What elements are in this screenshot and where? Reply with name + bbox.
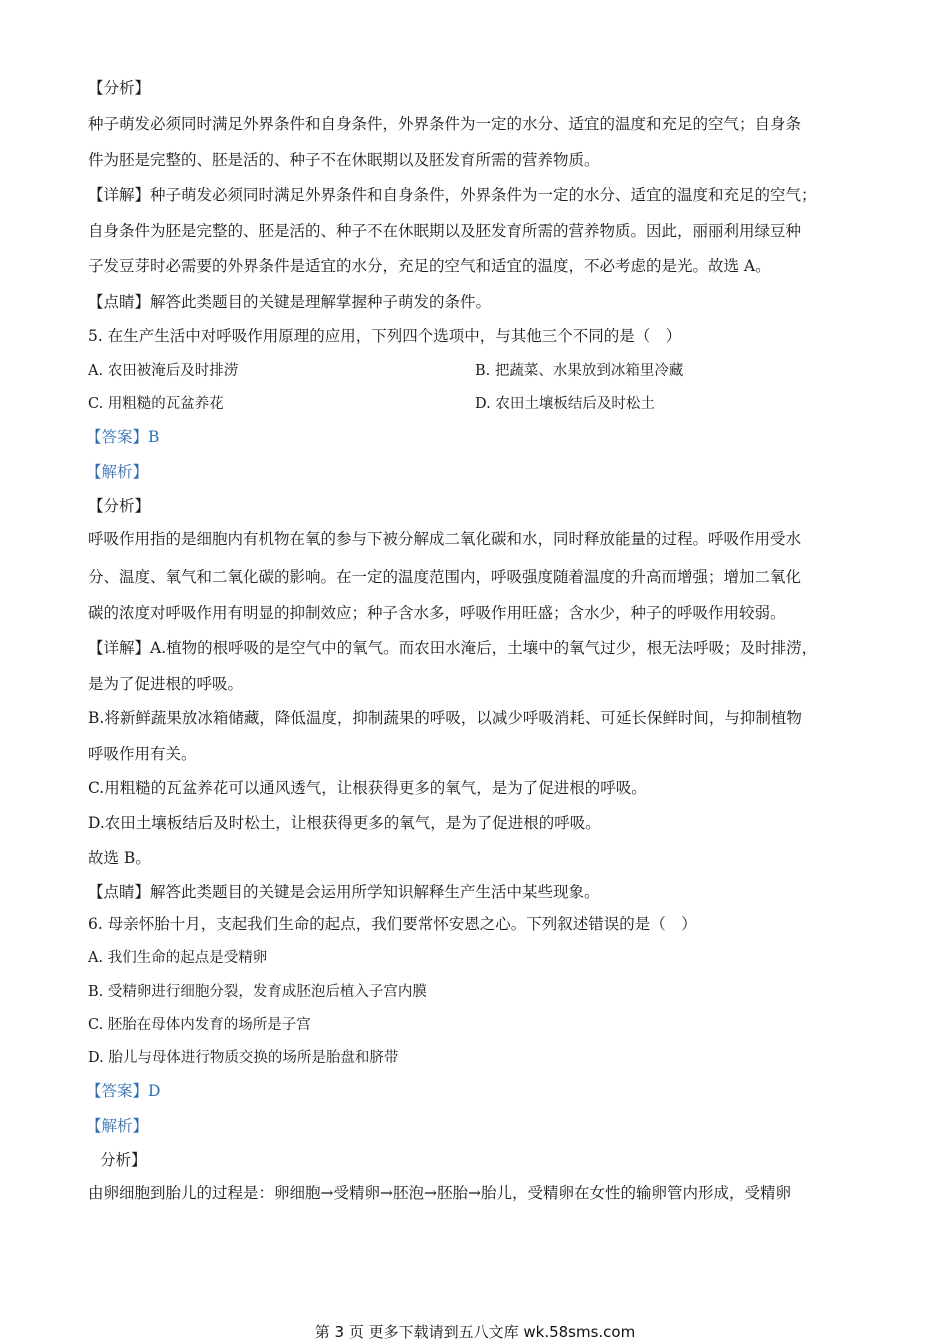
q5-detail-line-1: 【详解】A.植物的根呼吸的是空气中的氧气。而农田水淹后，土壤中的氧气过少，根无法呼吸；及时排涝，	[88, 639, 818, 657]
detail-text-line-1: 【详解】种子萌发必须同时满足外界条件和自身条件，外界条件为一定的水分、适宜的温度和充足的空气；	[88, 186, 817, 204]
question-6: 6. 母亲怀胎十月，支起我们生命的起点，我们要常怀安恩之心。下列叙述错误的是（ ）	[88, 915, 697, 933]
detail-text-line-2: 自身条件为胚是完整的、胚是活的、种子不在休眠期以及胚发育所需的营养物质。因此，丽丽利用绿豆种	[88, 222, 802, 240]
q5-answer: 【答案】B	[86, 428, 160, 446]
q5-choice: 故选 B。	[88, 849, 151, 867]
analysis-heading: 【分析】	[88, 79, 151, 97]
q6-option-b: B. 受精卵进行细胞分裂，发育成胚泡后植入子宫内膜	[88, 984, 427, 1000]
analysis-text-line-1: 种子萌发必须同时满足外界条件和自身条件，外界条件为一定的水分、适宜的温度和充足的空气；自身条	[88, 115, 802, 133]
q6-option-d: D. 胎儿与母体进行物质交换的场所是胎盘和脐带	[88, 1050, 399, 1066]
q6-analysis-line-1: 由卵细胞到胎儿的过程是：卵细胞→受精卵→胚泡→胚胎→胎儿，受精卵在女性的输卵管内形成，受精卵	[88, 1184, 791, 1202]
q5-detail-line-6: D.农田土壤板结后及时松土，让根获得更多的氧气，是为了促进根的呼吸。	[88, 814, 601, 832]
q5-analysis-heading: 【分析】	[88, 497, 151, 515]
page-footer: 第 3 页 更多下载请到五八文库 wk.58sms.com	[314, 1323, 636, 1341]
q5-analysis-line-3: 碳的浓度对呼吸作用有明显的抑制效应；种子含水多，呼吸作用旺盛；含水少，种子的呼吸作用较弱。	[88, 604, 786, 622]
comment-text: 【点睛】解答此类题目的关键是理解掌握种子萌发的条件。	[88, 293, 492, 311]
q5-comment: 【点睛】解答此类题目的关键是会运用所学知识解释生产生活中某些现象。	[88, 883, 600, 901]
q5-option-d: D. 农田土壤板结后及时松土	[475, 396, 655, 412]
analysis-text-line-2: 件为胚是完整的、胚是活的、种子不在休眠期以及胚发育所需的营养物质。	[88, 151, 600, 169]
q5-detail-line-4: 呼吸作用有关。	[88, 745, 197, 763]
q6-option-c: C. 胚胎在母体内发育的场所是子宫	[88, 1017, 311, 1033]
q5-detail-line-5: C.用粗糙的瓦盆养花可以通风透气，让根获得更多的氧气，是为了促进根的呼吸。	[88, 779, 647, 797]
q5-explanation-heading: 【解析】	[86, 463, 149, 481]
q5-detail-line-2: 是为了促进根的呼吸。	[88, 675, 244, 693]
question-5: 5. 在生产生活中对呼吸作用原理的应用，下列四个选项中，与其他三个不同的是（ ）	[88, 327, 682, 345]
detail-text-line-3: 子发豆芽时必需要的外界条件是适宜的水分，充足的空气和适宜的温度，不必考虑的是光。故选 A。	[88, 257, 771, 275]
q6-option-a: A. 我们生命的起点是受精卵	[88, 950, 268, 966]
q5-option-b: B. 把蔬菜、水果放到冰箱里冷藏	[475, 363, 684, 379]
q5-option-c: C. 用粗糙的瓦盆养花	[88, 396, 224, 412]
q6-analysis-heading: 分析】	[100, 1151, 147, 1169]
q6-answer: 【答案】D	[86, 1082, 161, 1100]
q6-explanation-heading: 【解析】	[86, 1117, 149, 1135]
q5-option-a: A. 农田被淹后及时排涝	[88, 363, 239, 379]
q5-analysis-line-2: 分、温度、氧气和二氧化碳的影响。在一定的温度范围内，呼吸强度随着温度的升高而增强；增加二氧化	[88, 568, 802, 586]
q5-analysis-line-1: 呼吸作用指的是细胞内有机物在氧的参与下被分解成二氧化碳和水，同时释放能量的过程。呼吸作用受水	[88, 530, 802, 548]
q5-detail-line-3: B.将新鲜蔬果放冰箱储藏，降低温度，抑制蔬果的呼吸，以减少呼吸消耗、可延长保鲜时间，与抑制植物	[88, 709, 802, 727]
